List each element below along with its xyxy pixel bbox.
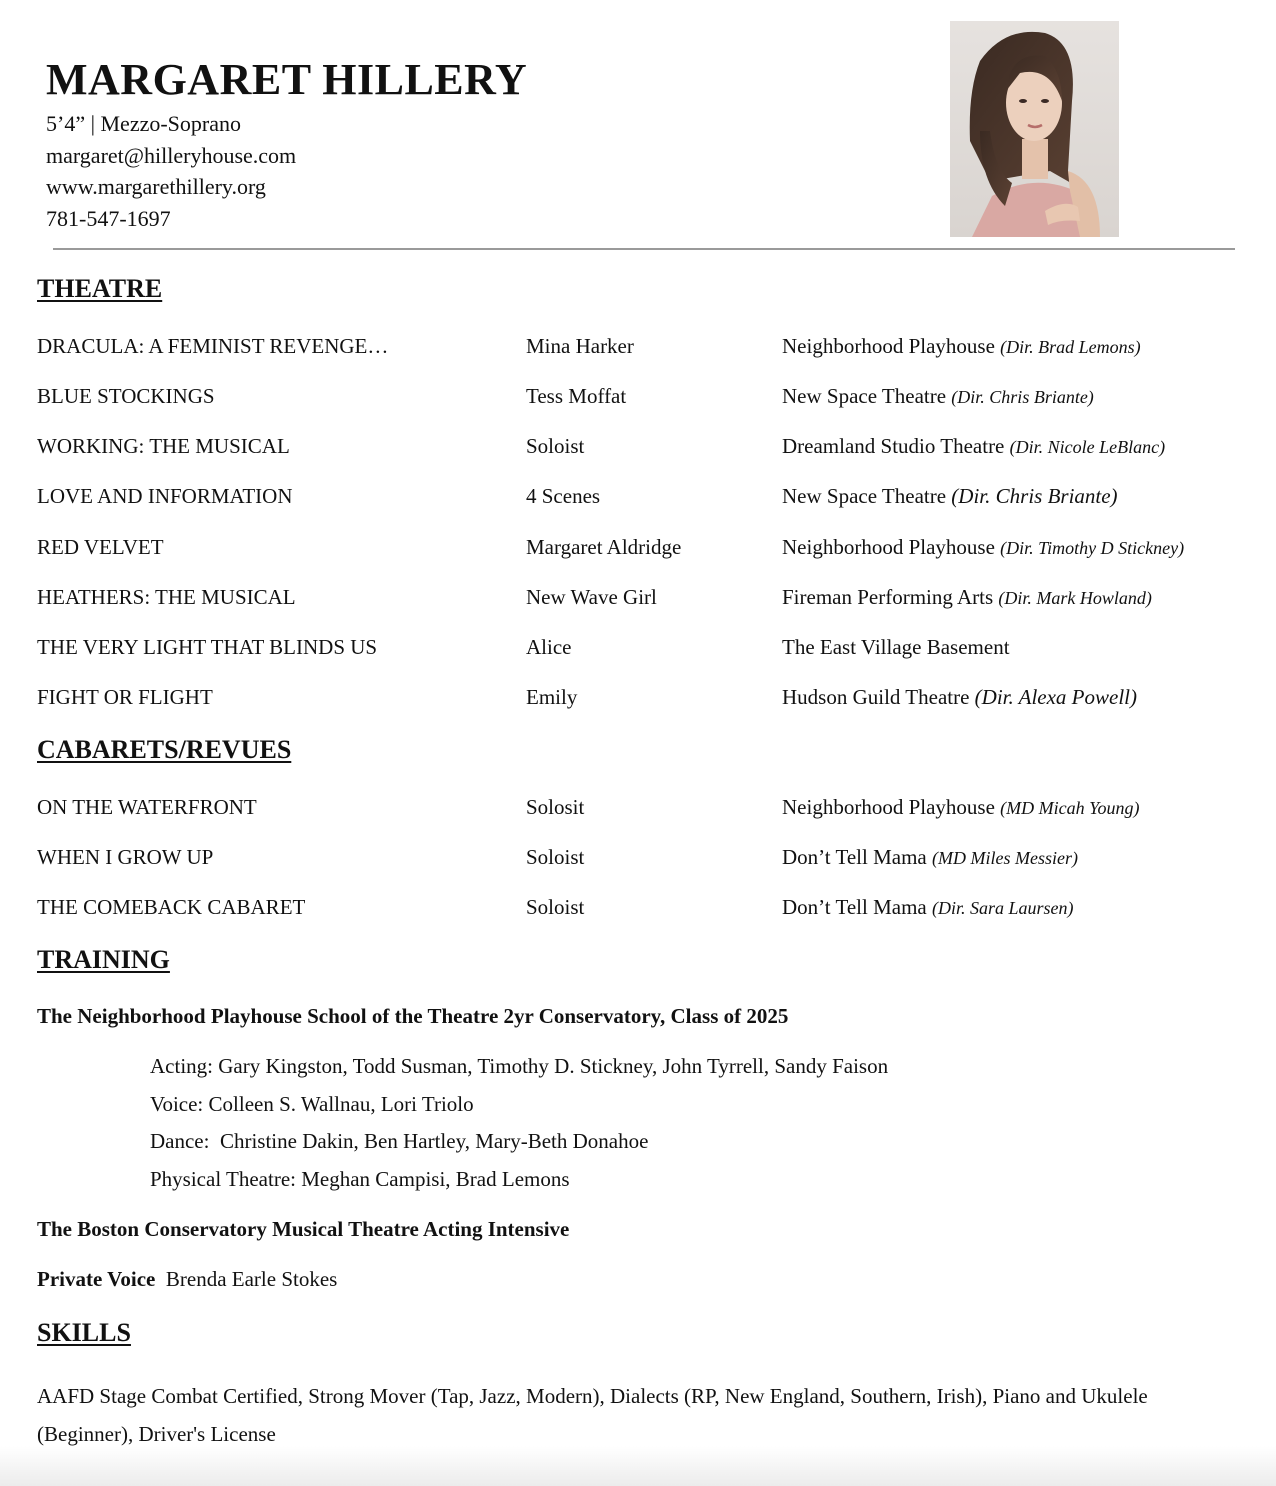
email[interactable]: margaret@hilleryhouse.com	[46, 143, 297, 168]
phone: 781-547-1697	[46, 206, 171, 231]
role: Alice	[526, 635, 572, 659]
role: New Wave Girl	[526, 585, 657, 609]
director: (Dir. Nicole LeBlanc)	[1009, 437, 1166, 457]
venue: Don’t Tell Mama	[782, 845, 927, 869]
private-voice-label: Private Voice	[37, 1267, 156, 1291]
credit-row	[0, 584, 1276, 610]
private-voice-teacher: Brenda Earle Stokes	[165, 1267, 338, 1291]
training-teachers-physical: Physical Theatre: Meghan Campisi, Brad Lemons	[150, 1167, 570, 1191]
role: 4 Scenes	[526, 484, 601, 508]
show-title: RED VELVET	[37, 535, 164, 559]
show-title: WHEN I GROW UP	[37, 845, 214, 869]
section-heading-skills: SKILLS	[37, 1318, 131, 1347]
venue: Dreamland Studio Theatre	[782, 434, 1005, 458]
headshot-photo	[950, 21, 1119, 237]
director: (Dir. Sara Laursen)	[931, 898, 1074, 918]
venue-director	[782, 433, 1165, 460]
role: Soloist	[526, 845, 585, 869]
role: Margaret Aldridge	[526, 535, 682, 559]
director: (Dir. Mark Howland)	[998, 588, 1152, 608]
private-voice	[37, 1269, 337, 1290]
venue: Neighborhood Playhouse	[782, 334, 995, 358]
director: (Dir. Alexa Powell)	[974, 685, 1138, 709]
director: (Dir. Timothy D Stickney)	[1000, 538, 1185, 558]
role: Soloist	[526, 434, 585, 458]
page-bottom-shadow	[0, 1446, 1276, 1486]
credit-row	[0, 794, 1276, 820]
training-teachers-acting: Acting: Gary Kingston, Todd Susman, Timothy D. Stickney, John Tyrrell, Sandy Faison	[150, 1054, 889, 1078]
training-teachers-voice: Voice: Colleen S. Wallnau, Lori Triolo	[150, 1092, 474, 1116]
show-title: DRACULA: A FEMINIST REVENGE…	[37, 334, 389, 358]
credit-row	[0, 333, 1276, 359]
website[interactable]: www.margarethillery.org	[46, 174, 266, 199]
skills-text: AAFD Stage Combat Certified, Strong Mover (Tap, Jazz, Modern), Dialects (RP, New England, Southern, Irish), Piano and Ukulele (Beginner), Driver's License	[37, 1384, 1148, 1446]
role: Tess Moffat	[526, 384, 627, 408]
venue: New Space Theatre	[782, 384, 947, 408]
venue-director	[782, 383, 1094, 410]
role: Emily	[526, 685, 578, 709]
role: Soloist	[526, 895, 585, 919]
role: Mina Harker	[526, 334, 634, 358]
venue-director	[782, 584, 1152, 611]
director: (Dir. Chris Briante)	[951, 484, 1118, 508]
director: (MD Micah Young)	[1000, 798, 1140, 818]
section-heading-theatre: THEATRE	[37, 274, 163, 303]
show-title: FIGHT OR FLIGHT	[37, 685, 213, 709]
venue-director	[782, 844, 1078, 871]
training-school: The Neighborhood Playhouse School of the Theatre 2yr Conservatory, Class of 2025	[37, 1004, 789, 1028]
credit-row	[0, 894, 1276, 920]
header-divider	[53, 248, 1235, 250]
venue: New Space Theatre	[782, 484, 947, 508]
venue: The East Village Basement	[782, 635, 1010, 659]
credit-row	[0, 634, 1276, 660]
show-title: LOVE AND INFORMATION	[37, 484, 293, 508]
section-heading-cabarets: CABARETS/REVUES	[37, 735, 292, 764]
section-heading-training: TRAINING	[37, 945, 170, 974]
venue-director	[782, 894, 1074, 921]
credit-row	[0, 433, 1276, 459]
venue: Hudson Guild Theatre	[782, 685, 970, 709]
resume-name: MARGARET HILLERY	[46, 55, 528, 104]
show-title: BLUE STOCKINGS	[37, 384, 215, 408]
venue-director	[782, 794, 1139, 821]
venue-director	[782, 483, 1118, 509]
show-title: WORKING: THE MUSICAL	[37, 434, 290, 458]
show-title: HEATHERS: THE MUSICAL	[37, 585, 296, 609]
director: (MD Miles Messier)	[931, 848, 1078, 868]
height-voice-type: 5’4” | Mezzo-Soprano	[46, 111, 242, 136]
venue-director	[782, 684, 1137, 710]
venue: Neighborhood Playhouse	[782, 535, 995, 559]
credit-row	[0, 844, 1276, 870]
show-title: THE COMEBACK CABARET	[37, 895, 306, 919]
venue: Fireman Performing Arts	[782, 585, 994, 609]
show-title: ON THE WATERFRONT	[37, 795, 257, 819]
training-teachers-dance: Dance: Christine Dakin, Ben Hartley, Mary-Beth Donahoe	[150, 1129, 649, 1153]
credit-row	[0, 483, 1276, 509]
training-intensive: The Boston Conservatory Musical Theatre Acting Intensive	[37, 1217, 570, 1241]
role: Solosit	[526, 795, 585, 819]
director: (Dir. Chris Briante)	[951, 387, 1094, 407]
director: (Dir. Brad Lemons)	[1000, 337, 1141, 357]
credit-row	[0, 534, 1276, 560]
credit-row	[0, 383, 1276, 409]
venue: Don’t Tell Mama	[782, 895, 927, 919]
credit-row	[0, 684, 1276, 710]
venue: Neighborhood Playhouse	[782, 795, 995, 819]
venue-director	[782, 534, 1184, 561]
show-title: THE VERY LIGHT THAT BLINDS US	[37, 635, 378, 659]
venue-director	[782, 333, 1141, 360]
